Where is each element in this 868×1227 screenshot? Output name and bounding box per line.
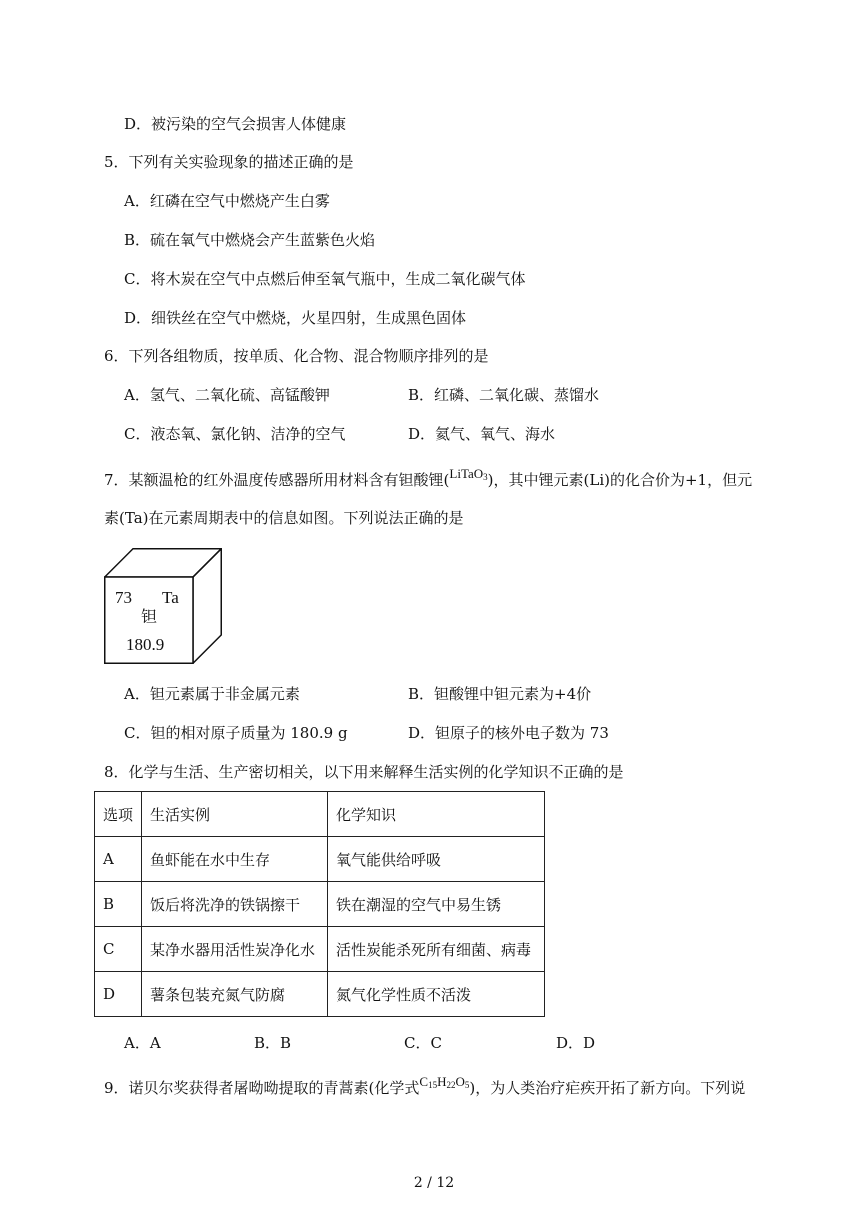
q8-option-b: B．B [254, 1034, 292, 1052]
q9-formula-o-sub: 5 [464, 1080, 470, 1090]
q7-stem-part-b: )，其中锂元素(Li)的化合价为+1，但元 [487, 471, 753, 489]
q7-option-c: C．钽的相对原子质量为 180.9 g [124, 724, 348, 742]
table-cell: D [95, 972, 142, 1017]
q5-option-c: C．将木炭在空气中点燃后伸至氧气瓶中，生成二氧化碳气体 [124, 270, 526, 288]
q5-option-b: B．硫在氧气中燃烧会产生蓝紫色火焰 [124, 231, 376, 249]
q5-option-a: A．红磷在空气中燃烧产生白雾 [124, 192, 330, 210]
q9-formula-c-sub: 15 [428, 1080, 438, 1090]
q7-stem-line1 [104, 466, 753, 494]
table-cell: 饭后将洗净的铁锅擦干 [142, 882, 328, 927]
element-name: 钽 [141, 607, 158, 626]
q9-stem [104, 1074, 746, 1102]
q6-option-d: D．氦气、氧气、海水 [408, 425, 556, 443]
q9-stem-part-b: )，为人类治疗疟疾开拓了新方向。下列说 [469, 1079, 746, 1097]
table-row [95, 927, 545, 972]
table-row [95, 837, 545, 882]
q5-option-d: D．细铁丝在空气中燃烧，火星四射，生成黑色固体 [124, 309, 467, 327]
q9-formula-o: O [455, 1074, 465, 1089]
q9-formula-c: C [419, 1074, 429, 1089]
q7-option-a: A．钽元素属于非金属元素 [124, 685, 300, 703]
q7-formula [449, 466, 487, 481]
q8-option-d: D．D [556, 1034, 596, 1052]
element-atomic-mass: 180.9 [126, 635, 165, 654]
table-cell: B [95, 882, 142, 927]
table-header-cell: 选项 [95, 792, 142, 837]
element-cell-figure [104, 548, 222, 664]
q8-stem: 8．化学与生活、生产密切相关，以下用来解释生活实例的化学知识不正确的是 [104, 763, 624, 781]
q6-option-c: C．液态氧、氯化钠、洁净的空气 [124, 425, 346, 443]
q4-option-d: D．被污染的空气会损害人体健康 [124, 115, 347, 133]
q8-option-a: A．A [124, 1034, 161, 1052]
q7-formula-main: LiTaO [449, 466, 484, 481]
q7-stem-part-a: 7．某额温枪的红外温度传感器所用材料含有钽酸锂( [104, 471, 450, 489]
q8-option-c: C．C [404, 1034, 442, 1052]
q9-formula-h: H [437, 1074, 447, 1089]
table-cell: 某净水器用活性炭净化水 [142, 927, 328, 972]
table-cell: 氧气能供给呼吸 [328, 837, 545, 882]
q7-option-b: B．钽酸锂中钽元素为+4价 [408, 685, 592, 703]
q6-stem: 6．下列各组物质，按单质、化合物、混合物顺序排列的是 [104, 347, 489, 365]
table-cell: 活性炭能杀死所有细菌、病毒 [328, 927, 545, 972]
q8-table [94, 791, 545, 1017]
table-header-row [95, 792, 545, 837]
element-atomic-number: 73 [115, 588, 132, 607]
q9-stem-part-a: 9．诺贝尔奖获得者屠呦呦提取的青蒿素(化学式 [104, 1079, 420, 1097]
page-number: 2 / 12 [413, 1175, 455, 1191]
table-cell: 鱼虾能在水中生存 [142, 837, 328, 882]
q9-formula-h-sub: 22 [446, 1080, 456, 1090]
q6-option-b: B．红磷、二氧化碳、蒸馏水 [408, 386, 600, 404]
q9-formula [419, 1074, 469, 1089]
q7-option-d: D．钽原子的核外电子数为 73 [408, 724, 609, 742]
element-symbol: Ta [162, 588, 179, 607]
q7-formula-sub: 3 [483, 472, 488, 482]
table-row [95, 972, 545, 1017]
table-cell: C [95, 927, 142, 972]
table-cell: 氮气化学性质不活泼 [328, 972, 545, 1017]
table-header-cell: 化学知识 [328, 792, 545, 837]
table-header-cell: 生活实例 [142, 792, 328, 837]
q5-stem: 5．下列有关实验现象的描述正确的是 [104, 153, 354, 171]
q6-option-a: A．氢气、二氧化硫、高锰酸钾 [124, 386, 330, 404]
table-cell: 铁在潮湿的空气中易生锈 [328, 882, 545, 927]
q7-stem-line2: 素(Ta)在元素周期表中的信息如图。下列说法正确的是 [104, 509, 464, 527]
table-cell: A [95, 837, 142, 882]
table-row [95, 882, 545, 927]
table-cell: 薯条包装充氮气防腐 [142, 972, 328, 1017]
